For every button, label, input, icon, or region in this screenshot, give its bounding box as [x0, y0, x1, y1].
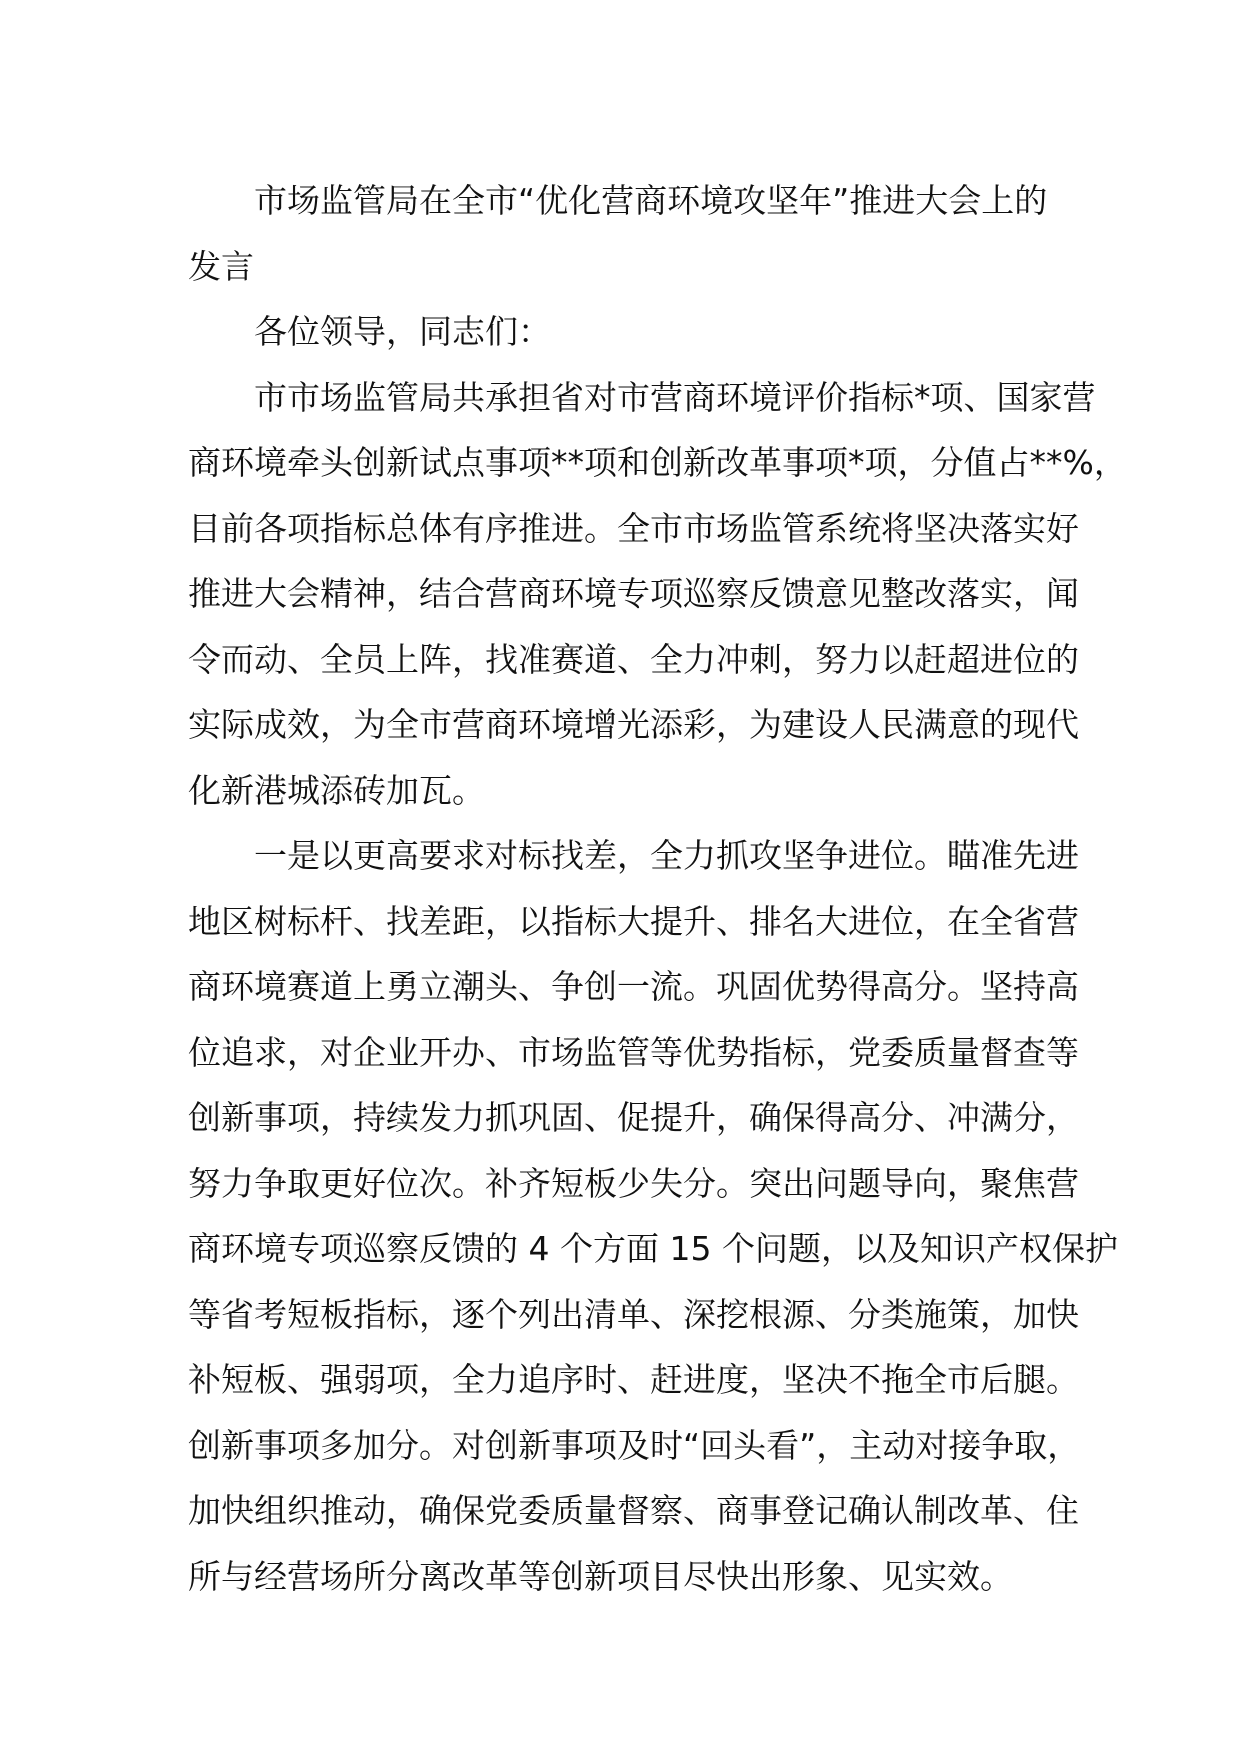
paragraph-line: 商环境牵头创新试点事项**项和创新改革事项*项，分值占**%， [188, 443, 1127, 482]
salutation [188, 299, 1072, 365]
paragraph-line: 补短板、强弱项，全力追序时、赶进度，坚决不拖全市后腿。 [188, 1360, 1079, 1399]
paragraph-line: 创新事项多加分。对创新事项及时“回头看”，主动对接争取， [188, 1425, 1081, 1465]
paragraph-line: 市市场监管局共承担省对市营商环境评价指标*项、国家营 [254, 377, 1096, 417]
paragraph-line: 努力争取更好位次。补齐短板少失分。突出问题导向，聚焦营 [188, 1163, 1079, 1203]
paragraph-line: 令而动、全员上阵，找准赛道、全力冲刺，努力以赶超进位的 [188, 639, 1079, 679]
title-line: 市场监管局在全市“优化营商环境攻坚年”推进大会上的 [254, 181, 1048, 220]
paragraph-line: 创新事项，持续发力抓巩固、促提升，确保得高分、冲满分， [188, 1098, 1079, 1137]
document-title [188, 168, 1072, 299]
title-line: 发言 [188, 246, 254, 286]
paragraph-line: 目前各项指标总体有序推进。全市市场监管系统将坚决落实好 [188, 508, 1079, 548]
paragraph-1 [188, 365, 1127, 824]
paragraph-line: 位追求，对企业开办、市场监管等优势指标，党委质量督查等 [188, 1032, 1079, 1072]
document-body [188, 168, 1127, 1609]
paragraph-2 [188, 823, 1118, 1609]
paragraph-line: 商环境赛道上勇立潮头、争创一流。巩固优势得高分。坚持高 [188, 967, 1079, 1006]
paragraph-line: 加快组织推动，确保党委质量督察、商事登记确认制改革、住 [188, 1491, 1079, 1530]
paragraph-line: 所与经营场所分离改革等创新项目尽快出形象、见实效。 [188, 1556, 1013, 1596]
paragraph-line: 一是以更高要求对标找差，全力抓攻坚争进位。瞄准先进 [254, 836, 1079, 875]
paragraph-line: 等省考短板指标，逐个列出清单、深挖根源、分类施策，加快 [188, 1294, 1079, 1334]
paragraph-line: 实际成效，为全市营商环境增光添彩，为建设人民满意的现代 [188, 705, 1079, 744]
paragraph-line: 推进大会精神，结合营商环境专项巡察反馈意见整改落实，闻 [188, 574, 1079, 613]
salutation-text: 各位领导，同志们： [254, 312, 551, 351]
paragraph-line: 地区树标杆、找差距，以指标大提升、排名大进位，在全省营 [188, 901, 1079, 941]
paragraph-line: 化新港城添砖加瓦。 [188, 770, 485, 810]
paragraph-line: 商环境专项巡察反馈的 4 个方面 15 个问题，以及知识产权保护 [188, 1229, 1118, 1268]
